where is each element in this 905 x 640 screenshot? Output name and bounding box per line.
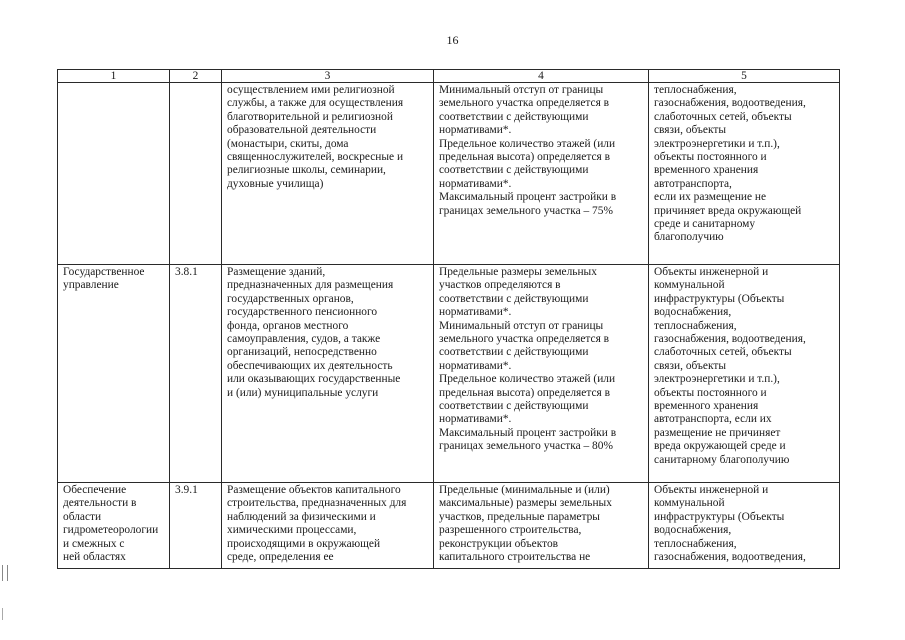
auxiliary-objects-cell: Объекты инженерной и коммунальной инфраструктуры (Объекты водоснабжения, теплоснабжения, газоснабжения, водоотведения, xyxy=(649,483,840,569)
land-use-name-cell xyxy=(58,83,170,265)
building-parameters-cell: Предельные размеры земельных участков определяются в соответствии с действующими нормативами*. Минимальный отступ от границы земельного участка определяется в соответствии с действующими нормативами*. Предельное количество этажей (или предельная высота) определяется в соответствии с действующими нормативами*. Максимальный процент застройки в границах земельного участка – 80% xyxy=(434,265,649,483)
land-use-description-cell: Размещение зданий, предназначенных для размещения государственных органов, государственного пенсионного фонда, органов местного самоуправления, судов, а также организаций, непосредственно обеспечивающих их деятельность или оказывающих государственные и (или) муниципальные услуги xyxy=(222,265,434,483)
column-header-4: 4 xyxy=(434,70,649,83)
land-use-description-cell: Размещение объектов капитального строительства, предназначенных для наблюдений за физическими и химическими процессами, происходящими в окружающей среде, определения ее xyxy=(222,483,434,569)
table-header-row xyxy=(58,70,840,83)
land-use-name-cell: Государственное управление xyxy=(58,265,170,483)
land-use-code-cell: 3.8.1 xyxy=(170,265,222,483)
land-use-description-cell: осуществлением ими религиозной службы, а также для осуществления благотворительной и религиозной образовательной деятельности (монастыри, скиты, дома священнослужителей, воскресные и религиозные школы, семинарии, духовные училища) xyxy=(222,83,434,265)
column-header-1: 1 xyxy=(58,70,170,83)
auxiliary-objects-cell: Объекты инженерной и коммунальной инфраструктуры (Объекты водоснабжения, теплоснабжения, газоснабжения, водоотведения, слаботочных сетей, объекты связи, объекты электроэнергетики и т.п.), объекты постоянного и временного хранения автотранспорта, если их размещение не причиняет вреда окружающей среде и санитарному благополучию xyxy=(649,265,840,483)
table-row xyxy=(58,265,840,483)
building-parameters-cell: Минимальный отступ от границы земельного участка определяется в соответствии с действующими нормативами*. Предельное количество этажей (или предельная высота) определяется в соответствии с действующими нормативами*. Максимальный процент застройки в границах земельного участка – 75% xyxy=(434,83,649,265)
land-use-name-cell: Обеспечение деятельности в области гидрометеорологии и смежных с ней областях xyxy=(58,483,170,569)
scan-edge-mark xyxy=(2,565,8,581)
table-row xyxy=(58,483,840,569)
column-header-3: 3 xyxy=(222,70,434,83)
land-use-code-cell xyxy=(170,83,222,265)
scan-edge-mark xyxy=(2,608,8,620)
column-header-5: 5 xyxy=(649,70,840,83)
land-use-code-cell: 3.9.1 xyxy=(170,483,222,569)
building-parameters-cell: Предельные (минимальные и (или) максимальные) размеры земельных участков, предельные параметры разрешенного строительства, реконструкции объектов капитального строительства не xyxy=(434,483,649,569)
table-row xyxy=(58,83,840,265)
page-number: 16 xyxy=(446,33,459,47)
column-header-2: 2 xyxy=(170,70,222,83)
land-use-table xyxy=(57,69,840,569)
auxiliary-objects-cell: теплоснабжения, газоснабжения, водоотведения, слаботочных сетей, объекты связи, объекты электроэнергетики и т.п.), объекты постоянного и временного хранения автотранспорта, если их размещение не причиняет вреда окружающей среде и санитарному благополучию xyxy=(649,83,840,265)
